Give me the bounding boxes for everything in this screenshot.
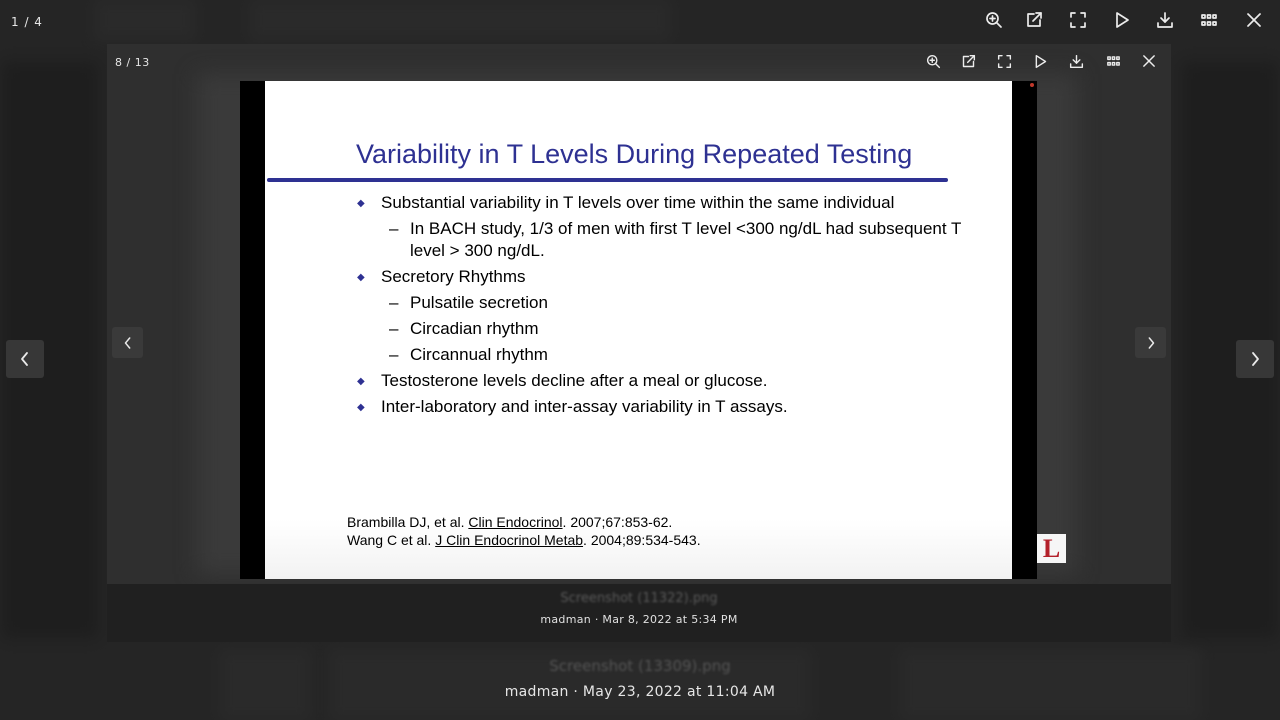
slide-bullet: ◆ Substantial variability in T levels over time within the same individual: [355, 192, 995, 214]
fullscreen-icon[interactable]: [986, 46, 1023, 76]
fullscreen-icon[interactable]: [1056, 3, 1100, 37]
slide-bullet: ◆ Inter-laboratory and inter-assay variability in T assays.: [355, 396, 995, 418]
outer-next-button[interactable]: [1236, 340, 1274, 378]
outer-image-counter: 1 / 4: [11, 15, 43, 29]
slide-sub-bullet: – Circadian rhythm: [389, 319, 539, 338]
inner-image-counter: 8 / 13: [115, 56, 150, 69]
slide-sub-bullet: – Circannual rhythm: [389, 345, 548, 364]
slide-references: [347, 513, 701, 549]
chevron-right-icon: [1146, 336, 1156, 350]
slide-sub-bullet: – In BACH study, 1/3 of men with first T level <300 ng/dL had subsequent T level > 300 ng/dL.: [389, 219, 962, 260]
chevron-left-icon: [123, 336, 133, 350]
reference-line: Brambilla DJ, et al. Clin Endocrinol. 2007;67:853-62.: [347, 514, 673, 530]
inner-toolbar: [916, 46, 1166, 76]
slide-image: [265, 81, 1012, 579]
university-logo: L: [1037, 534, 1066, 563]
inner-caption-meta: madman · Mar 8, 2022 at 5:34 PM: [540, 613, 738, 626]
outer-toolbar: [976, 3, 1276, 37]
zoom-in-icon[interactable]: [916, 46, 951, 76]
download-icon[interactable]: [1144, 3, 1186, 37]
play-icon[interactable]: [1023, 46, 1058, 76]
close-icon[interactable]: [1132, 46, 1166, 76]
open-external-icon[interactable]: [951, 46, 986, 76]
chevron-left-icon: [19, 351, 31, 367]
slide-title: Variability in T Levels During Repeated Testing: [356, 139, 913, 169]
slide-sub-bullet: – Pulsatile secretion: [389, 293, 548, 312]
slide-bullet-list: [355, 188, 995, 418]
outer-prev-button[interactable]: [6, 340, 44, 378]
reference-line: Wang C et al. J Clin Endocrinol Metab. 2004;89:534-543.: [347, 532, 701, 548]
zoom-in-icon[interactable]: [976, 3, 1012, 37]
download-icon[interactable]: [1058, 46, 1094, 76]
grid-icon[interactable]: [1094, 46, 1132, 76]
title-underline: [267, 178, 948, 182]
slide-bullet: ◆ Secretory Rhythms: [355, 266, 995, 288]
outer-caption-ghost: Screenshot (13309).png: [549, 657, 731, 675]
open-external-icon[interactable]: [1012, 3, 1056, 37]
outer-caption-meta: madman · May 23, 2022 at 11:04 AM: [504, 684, 776, 700]
play-icon[interactable]: [1100, 3, 1144, 37]
close-icon[interactable]: [1232, 3, 1276, 37]
slide-bullet: ◆ Testosterone levels decline after a meal or glucose.: [355, 370, 995, 392]
grid-icon[interactable]: [1186, 3, 1232, 37]
inner-caption-ghost: Screenshot (11322).png: [560, 591, 718, 606]
inner-prev-button[interactable]: [112, 327, 143, 358]
slide-marker-dot: [1030, 83, 1034, 87]
inner-next-button[interactable]: [1135, 327, 1166, 358]
chevron-right-icon: [1249, 351, 1261, 367]
